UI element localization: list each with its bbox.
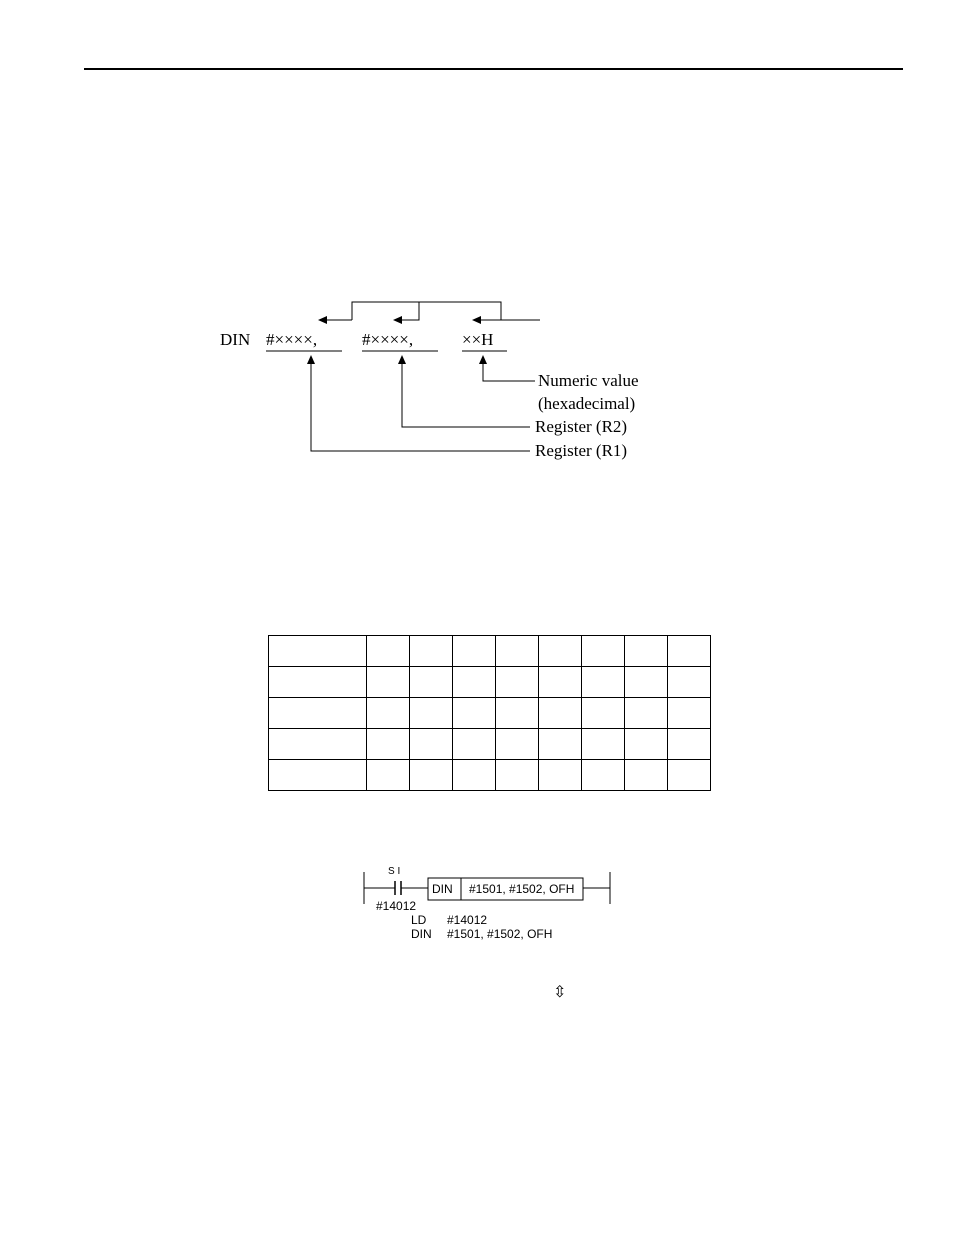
table-cell — [410, 698, 453, 729]
table-cell — [410, 760, 453, 791]
table-cell — [367, 698, 410, 729]
operand-numeric-value: ××H — [462, 330, 494, 349]
table-cell — [625, 636, 668, 667]
table-cell — [539, 760, 582, 791]
table-row — [269, 729, 711, 760]
instruction-mnemonic: DIN — [220, 330, 251, 349]
table-cell — [496, 729, 539, 760]
table-row — [269, 636, 711, 667]
table-cell — [625, 698, 668, 729]
bracket-line — [400, 302, 419, 320]
box-operands: #1501, #1502, OFH — [469, 882, 575, 896]
leader-register-r1 — [311, 360, 530, 451]
arrow-up-icon — [398, 355, 406, 364]
table-cell — [269, 636, 367, 667]
table-cell — [668, 636, 711, 667]
bracket-line — [352, 302, 540, 320]
table-cell — [625, 760, 668, 791]
mnemonic-arg-1: #14012 — [447, 913, 488, 927]
table-cell — [668, 729, 711, 760]
up-down-arrow-icon: ⇳ — [553, 982, 567, 1001]
arrow-left-icon — [318, 316, 327, 324]
table-row — [269, 698, 711, 729]
table-cell — [496, 667, 539, 698]
arrow-left-icon — [472, 316, 481, 324]
table-cell — [453, 667, 496, 698]
table-cell — [625, 729, 668, 760]
arrow-left-icon — [393, 316, 402, 324]
table-cell — [496, 698, 539, 729]
bit-table — [268, 635, 711, 791]
table-cell — [496, 636, 539, 667]
table-cell — [539, 636, 582, 667]
operand-r2: #××××, — [362, 330, 414, 349]
table-row — [269, 760, 711, 791]
contact-address: #14012 — [376, 899, 417, 913]
table-cell — [453, 636, 496, 667]
label-hexadecimal: (hexadecimal) — [538, 394, 636, 413]
table-cell — [410, 729, 453, 760]
table-cell — [367, 729, 410, 760]
table-cell — [367, 760, 410, 791]
table-cell — [539, 667, 582, 698]
table-cell — [668, 698, 711, 729]
operand-r1: #××××, — [266, 330, 318, 349]
leader-numeric-value — [483, 360, 535, 381]
label-register-r1: Register (R1) — [535, 441, 628, 460]
table-cell — [625, 667, 668, 698]
table-cell — [668, 760, 711, 791]
table-cell — [539, 729, 582, 760]
arrow-up-icon — [307, 355, 315, 364]
table-cell — [582, 760, 625, 791]
table-cell — [269, 760, 367, 791]
table-cell — [539, 698, 582, 729]
table-row — [269, 667, 711, 698]
table-cell — [269, 667, 367, 698]
table-cell — [269, 698, 367, 729]
table-cell — [453, 698, 496, 729]
label-numeric-value: Numeric value — [538, 371, 639, 390]
table-cell — [582, 636, 625, 667]
table-cell — [453, 760, 496, 791]
mnemonic-op-1: LD — [411, 913, 427, 927]
table-cell — [269, 729, 367, 760]
mnemonic-op-2: DIN — [411, 927, 432, 941]
table-cell — [496, 760, 539, 791]
arrow-up-icon — [479, 355, 487, 364]
table-cell — [367, 636, 410, 667]
table-cell — [410, 667, 453, 698]
table-cell — [668, 667, 711, 698]
table-cell — [582, 698, 625, 729]
label-register-r2: Register (R2) — [535, 417, 628, 436]
leader-register-r2 — [402, 360, 530, 427]
table-cell — [582, 729, 625, 760]
mnemonic-arg-2: #1501, #1502, OFH — [447, 927, 553, 941]
table-cell — [367, 667, 410, 698]
box-instruction: DIN — [432, 882, 453, 896]
table-cell — [453, 729, 496, 760]
table-cell — [410, 636, 453, 667]
contact-label: S I — [388, 866, 401, 877]
table-cell — [582, 667, 625, 698]
